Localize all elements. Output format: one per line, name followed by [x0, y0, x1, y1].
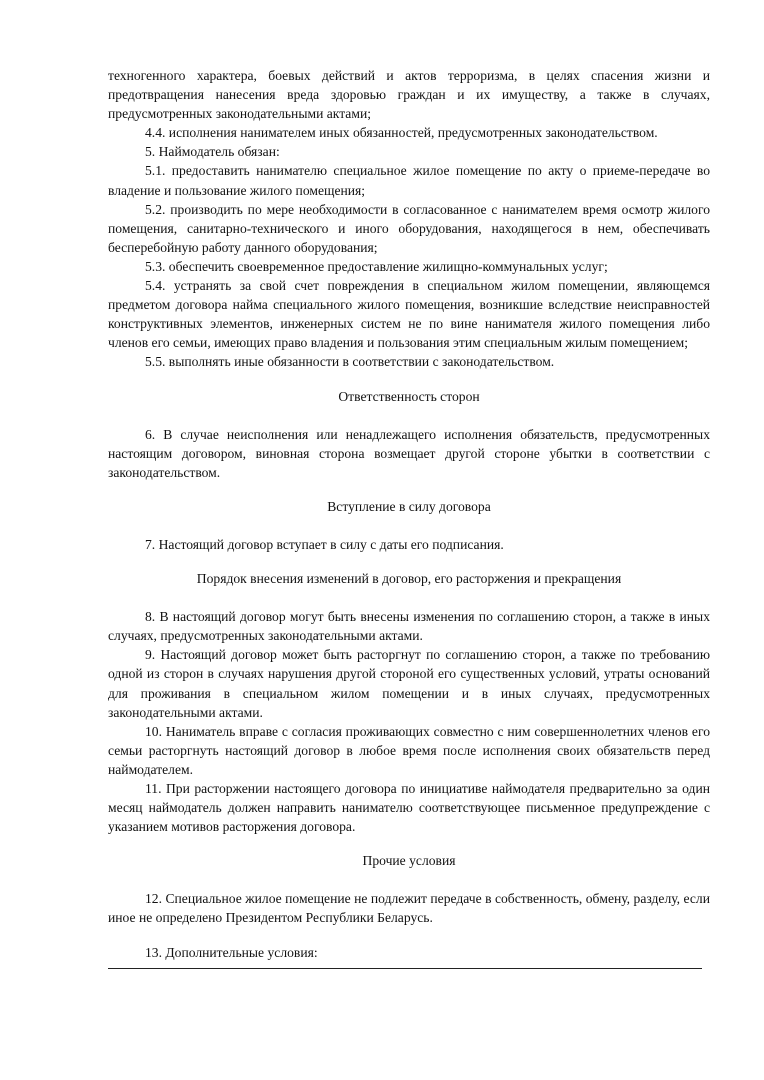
clause-8: 8. В настоящий договор могут быть внесены изменения по соглашению сторон, а также в иных случаях, предусмотренных законодательными актами.: [108, 609, 710, 644]
clause-9: 9. Настоящий договор может быть расторгнут по соглашению сторон, а также по требованию одной из сторон в случаях нарушения другой стороной его существенных условий, утраты оснований для проживания в специальном жилом помещении и в иных случаях, предусмотренных законодательными актами.: [108, 647, 710, 720]
clause-13-label: 13. Дополнительные условия:: [145, 944, 318, 960]
clause-10: 10. Наниматель вправе с согласия проживающих совместно с ним совершеннолетних членов его семьи расторгнуть настоящий договор в любое время после исполнения своих обязательств перед наймодателем.: [108, 723, 710, 777]
clause-5-1: 5.1. предоставить нанимателю специальное жилое помещение по акту о приеме-передаче во владение и пользование жилого помещения;: [108, 163, 710, 198]
landlord-obligations-header: 5. Наймодатель обязан:: [145, 144, 280, 160]
clause-5-3: 5.3. обеспечить своевременное предоставление жилищно-коммунальных услуг;: [145, 258, 608, 274]
continuation-paragraph: техногенного характера, боевых действий и актов терроризма, в целях спасения жизни и предотвращения нанесения вреда здоровью граждан и их имуществу, а также в случаях, предусмотренных законодательными актами;: [108, 68, 710, 122]
clause-6: 6. В случае неисполнения или ненадлежащего исполнения обязательств, предусмотренных настоящим договором, виновная сторона возмещает другой стороне убытки в соответствии с законодательством.: [108, 426, 710, 480]
clause-11: 11. При расторжении настоящего договора по инициативе наймодателя предварительно за один месяц наймодатель должен направить нанимателю соответствующее письменное предупреждение с указанием мотивов расторжения договора.: [108, 781, 710, 835]
clause-5-2: 5.2. производить по мере необходимости в согласованное с нанимателем время осмотр жилого помещения, санитарно-технического и иного оборудования, находящегося в нем, обеспечивать бесперебойную работу данного оборудования;: [108, 201, 710, 255]
section-title-changes: Порядок внесения изменений в договор, его расторжения и прекращения: [196, 571, 622, 587]
document-page: [108, 66, 710, 969]
section-title-other: Прочие условия: [362, 853, 456, 869]
additional-conditions-line: [108, 962, 702, 969]
clause-5-4: 5.4. устранять за свой счет повреждения в специальном жилом помещении, являющемся предметом договора найма специального жилого помещения, возникшие вследствие неисправностей конструктивных элементов, инженерных систем не по вине нанимателя жилого помещения либо членов его семьи, имеющих право владения и пользования этим специальным жилым помещением;: [108, 278, 710, 351]
section-title-liability: Ответственность сторон: [338, 388, 480, 404]
clause-5-5: 5.5. выполнять иные обязанности в соответствии с законодательством.: [145, 354, 555, 370]
section-title-effect: Вступление в силу договора: [327, 498, 491, 514]
clause-7: 7. Настоящий договор вступает в силу с даты его подписания.: [145, 536, 504, 552]
clause-4-4: 4.4. исполнения нанимателем иных обязанностей, предусмотренных законодательством.: [145, 125, 658, 141]
clause-12: 12. Специальное жилое помещение не подлежит передаче в собственность, обмену, разделу, если иное не определено Президентом Республики Беларусь.: [108, 891, 710, 926]
